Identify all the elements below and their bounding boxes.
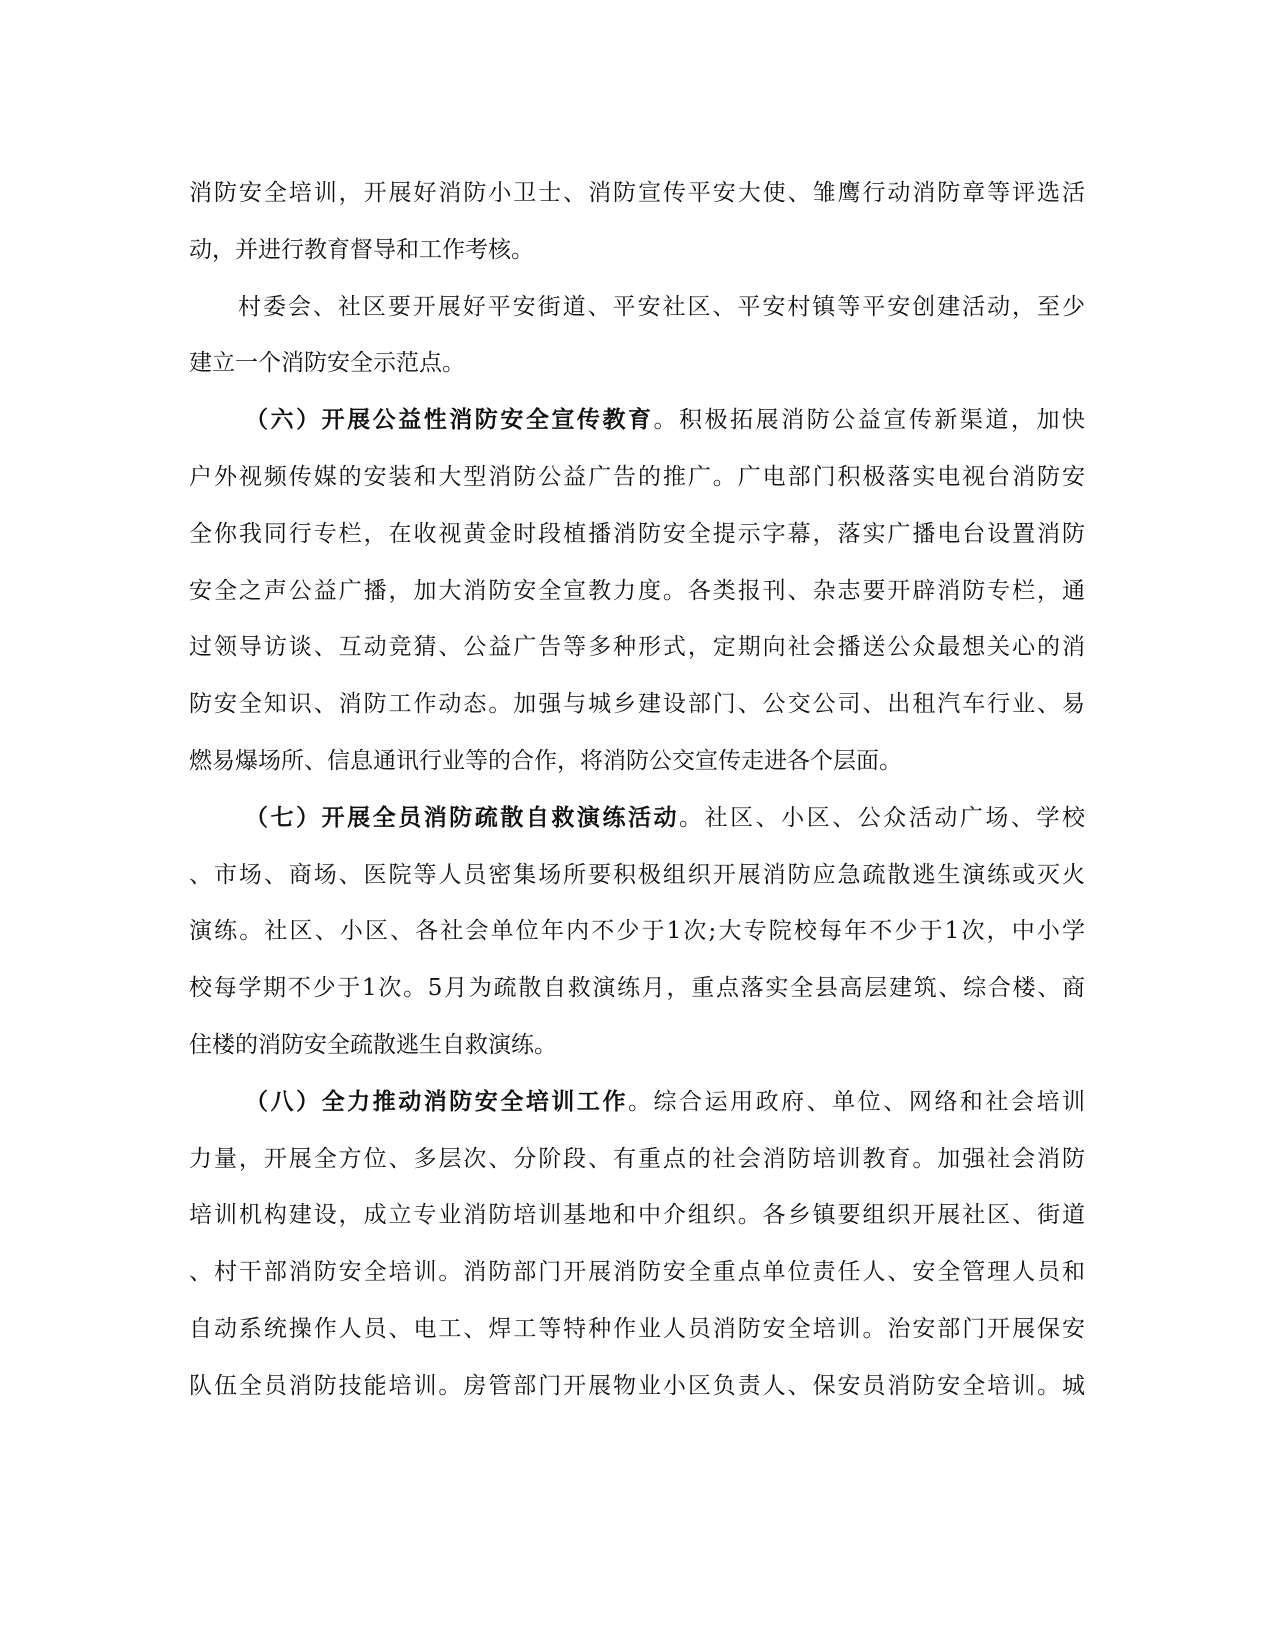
text-line: 校每学期不少于1次。5月为疏散自救演练月，重点落实全县高层建筑、综合楼、商 <box>189 975 1085 1002</box>
paragraph-section-eight <box>189 1074 1085 1415</box>
section-text: 。综合运用政府、单位、网络和社会培训 <box>627 1088 1085 1115</box>
section-heading: （八）全力推动消防安全培训工作 <box>245 1087 628 1115</box>
text-line: 、村干部消防安全培训。消防部门开展消防安全重点单位责任人、安全管理人员和 <box>189 1259 1085 1286</box>
text-line <box>189 1074 1085 1131</box>
text-line: 住楼的消防安全疏散逃生自救演练。 <box>189 1031 557 1058</box>
text-line: 安全之声公益广播，加大消防安全宣教力度。各类报刊、杂志要开辟消防专栏，通 <box>189 577 1085 604</box>
text-line <box>189 790 1085 847</box>
text-line: 、市场、商场、医院等人员密集场所要积极组织开展消防应急疏散逃生演练或灭火 <box>189 861 1085 888</box>
text-line: 建立一个消防安全示范点。 <box>189 350 465 377</box>
text-line: 防安全知识、消防工作动态。加强与城乡建设部门、公交公司、出租汽车行业、易 <box>189 691 1085 718</box>
text-line: 过领导访谈、互动竞猜、公益广告等多种形式，定期向社会播送公众最想关心的消 <box>189 634 1085 661</box>
paragraph-continuation <box>189 165 1085 279</box>
paragraph-section-seven <box>189 790 1085 1074</box>
section-heading: （六）开展公益性消防安全宣传教育 <box>245 406 654 434</box>
section-heading: （七）开展全员消防疏散自救演练活动 <box>245 803 680 831</box>
text-line: 全你我同行专栏，在收视黄金时段植播消防安全提示字幕，落实广播电台设置消防 <box>189 520 1085 547</box>
text-line: 燃易爆场所、信息通讯行业等的合作，将消防公交宣传走进各个层面。 <box>189 747 902 774</box>
text-line <box>189 392 1085 449</box>
paragraph-section-six <box>189 392 1085 790</box>
paragraph-village-committee <box>189 279 1085 393</box>
section-text: 。积极拓展消防公益宣传新渠道，加快 <box>653 407 1085 434</box>
document-body <box>189 165 1085 1415</box>
text-line: 队伍全员消防技能培训。房管部门开展物业小区负责人、保安员消防安全培训。城 <box>189 1372 1085 1399</box>
text-line: 培训机构建设，成立专业消防培训基地和中介组织。各乡镇要组织开展社区、街道 <box>189 1202 1085 1229</box>
section-text: 。社区、小区、公众活动广场、学校 <box>679 804 1085 831</box>
text-line: 户外视频传媒的安装和大型消防公益广告的推广。广电部门积极落实电视台消防安 <box>189 463 1085 490</box>
text-line: 消防安全培训，开展好消防小卫士、消防宣传平安大使、雏鹰行动消防章等评选活 <box>189 180 1085 206</box>
text-line: 村委会、社区要开展好平安街道、平安社区、平安村镇等平安创建活动，至少 <box>238 293 1085 320</box>
text-line: 动，并进行教育督导和工作考核。 <box>189 236 534 263</box>
text-line: 自动系统操作人员、电工、焊工等特种作业人员消防安全培训。治安部门开展保安 <box>189 1315 1085 1342</box>
text-line: 演练。社区、小区、各社会单位年内不少于1次;大专院校每年不少于1次，中小学 <box>189 918 1085 945</box>
text-line: 力量，开展全方位、多层次、分阶段、有重点的社会消防培训教育。加强社会消防 <box>189 1145 1085 1172</box>
